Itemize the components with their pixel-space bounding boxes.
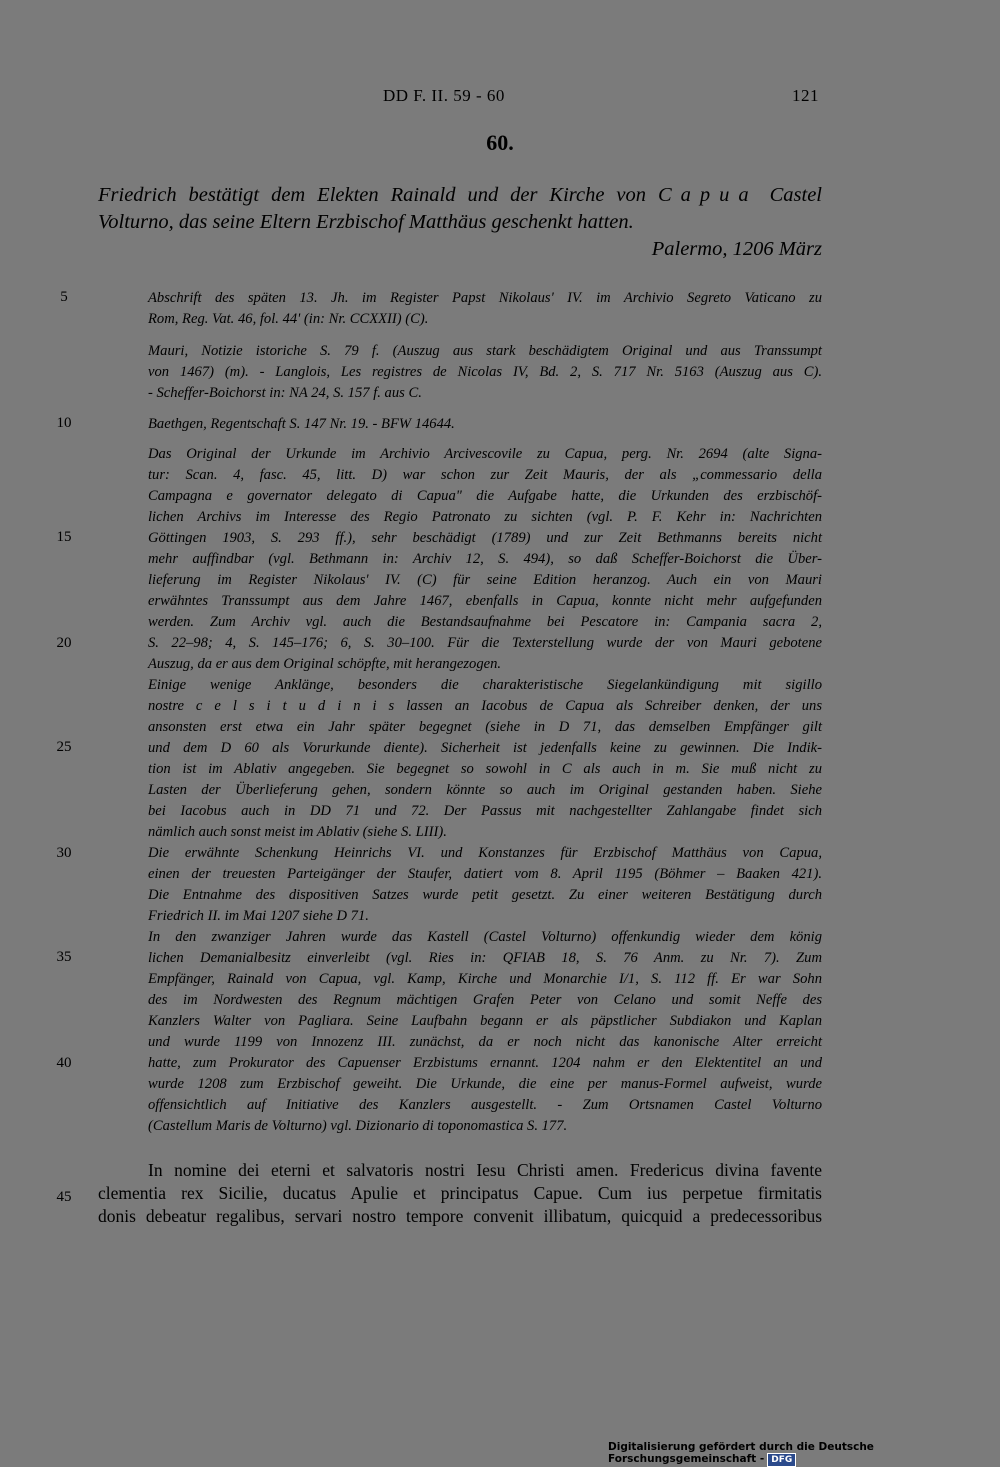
notes-regests	[148, 414, 822, 435]
note-line: Die erwähnte Schenkung Heinrichs VI. und Konstanzes für Erzbischof Matthäus von Capua,	[148, 845, 822, 861]
line-number: 20	[56, 635, 72, 651]
document-number: 60.	[486, 130, 514, 155]
text-line: In nomine dei eterni et salvatoris nostri Iesu Christi amen. Fredericus divina favente	[148, 1160, 822, 1180]
note-line: bei Iacobus auch in DD 71 und 72. Der Passus mit nachgestellter Zahlangabe findet sich	[148, 803, 822, 819]
place-date: Palermo, 1206 März	[651, 238, 822, 260]
text-line: donis debeatur regalibus, servari nostro tempore convenit illibatum, quicquid a predecessoribus	[98, 1206, 822, 1226]
note-line: mehr auffindbar (vgl. Bethmann in: Archiv 12, S. 494), so daß Scheffer-Boichorst die Über-	[148, 551, 822, 567]
note-line: ansonsten erst etwa ein Jahr später begegnet (siehe in D 71, das demselben Empfänger gilt	[148, 719, 822, 735]
note-line: Campagna e governator delegato di Capua" die Aufgabe hatte, die Urkunden des erzbischöf-	[148, 488, 822, 504]
dfg-logo: DFG	[767, 1453, 796, 1467]
note-line: hatte, zum Prokurator des Capuenser Erzbistums ernannt. 1204 nahm er den Elektentitel an und	[148, 1055, 822, 1071]
note-line: Mauri, Notizie istoriche S. 79 f. (Auszug aus stark beschädigtem Original und aus Transsumpt	[148, 343, 822, 359]
line-number: 30	[56, 845, 72, 861]
note-line: lichen Demanialbesitz einverleibt (vgl. Ries in: QFIAB 18, S. 76 Anm. zu Nr. 7). Zum	[148, 950, 822, 966]
note-line: und wurde 1199 von Innozenz III. zunächst, da er noch nicht das kanonische Alter erreicht	[148, 1034, 822, 1050]
text-line: clementia rex Sicilie, ducatus Apulie et principatus Capue. Cum ius perpetue firmitatis	[98, 1183, 822, 1203]
note-line: Göttingen 1903, S. 293 ff.), sehr beschädigt (1789) und zur Zeit Bethmanns bereits nicht	[148, 530, 822, 546]
note-line: Baethgen, Regentschaft S. 147 Nr. 19. - BFW 14644.	[148, 416, 455, 432]
note-line: S. 22–98; 4, S. 145–176; 6, S. 30–100. Für die Texterstellung wurde der von Mauri gebotene	[148, 635, 822, 651]
running-title: DD F. II. 59 - 60	[383, 86, 505, 105]
note-line: Lasten der Überlieferung gehen, sondern könnte so auch im Original gestanden haben. Siehe	[148, 782, 822, 798]
note-line: des im Nordwesten des Regnum mächtigen Grafen Peter von Celano und somit Neffe des	[148, 992, 822, 1008]
note-line: lieferung im Register Nikolaus' IV. (C) für seine Edition heranzog. Auch ein von Mauri	[148, 572, 822, 588]
line-number: 10	[56, 415, 72, 431]
note-line: Einige wenige Anklänge, besonders die charakteristische Siegelankündigung mit sigillo	[148, 677, 822, 693]
note-line: Das Original der Urkunde im Archivio Arcivescovile zu Capua, perg. Nr. 2694 (alte Signa-	[148, 446, 822, 462]
spaced-place-name: Capua	[657, 184, 758, 206]
regest-line-1: Friedrich bestätigt dem Elekten Rainald und der Kirche von Capua Castel	[98, 184, 822, 206]
line-number: 35	[56, 949, 72, 965]
regest	[98, 182, 822, 263]
notes-tradition	[148, 288, 822, 330]
note-line: Auszug, da er aus dem Original schöpfte, mit herangezogen.	[148, 656, 502, 672]
note-line: lichen Archivs im Interesse des Regio Patronato zu sichten (vgl. P. F. Kehr in: Nachrichten	[148, 509, 822, 525]
note-line: - Scheffer-Boichorst in: NA 24, S. 157 f. aus C.	[148, 385, 422, 401]
notes-commentary	[148, 444, 822, 1137]
note-line: Die Entnahme des dispositiven Satzes wurde petit gesetzt. Zu einer weiteren Bestätigung durch	[148, 887, 822, 903]
notes-editions	[148, 341, 822, 404]
line-number: 25	[56, 739, 72, 755]
line-number: 15	[56, 529, 72, 545]
note-line: erwähntes Transsumpt aus dem Jahre 1467, ebenfalls in Capua, konnte nicht mehr aufgefunden	[148, 593, 822, 609]
line-number: 40	[56, 1055, 72, 1071]
note-line: tur: Scan. 4, fasc. 45, litt. D) war schon zur Zeit Mauris, der als „commessario della	[148, 467, 822, 483]
note-line: und dem D 60 als Vorurkunde diente). Sicherheit ist jedenfalls keine zu gewinnen. Die Indik-	[148, 740, 822, 756]
note-line: Abschrift des späten 13. Jh. im Register Papst Nikolaus' IV. im Archivio Segreto Vaticano zu	[148, 290, 822, 306]
note-line: wurde 1208 zum Erzbischof geweiht. Die Urkunde, die eine per manus-Formel aufweist, wurde	[148, 1076, 822, 1092]
note-line: Friedrich II. im Mai 1207 siehe D 71.	[148, 908, 369, 924]
charter-text	[98, 1159, 822, 1228]
regest-line-2: Volturno, das seine Eltern Erzbischof Matthäus geschenkt hatten.	[98, 211, 634, 233]
note-line: tion ist im Ablativ angegeben. Sie begegnet so sowohl in C als auch in m. Sie muß nicht zu	[148, 761, 822, 777]
note-line: (Castellum Maris de Volturno) vgl. Dizionario di toponomastica S. 177.	[148, 1118, 568, 1134]
line-number: 5	[60, 289, 68, 305]
note-line: In den zwanziger Jahren wurde das Kastell (Castel Volturno) offenkundig wieder dem könig	[148, 929, 822, 945]
funding-text: Digitalisierung gefördert durch die Deutsche Forschungsgemeinschaft -	[608, 1441, 874, 1465]
note-line: Kanzlers Walter von Pagliara. Seine Laufbahn begann er als päpstlicher Subdiakon und Kaplan	[148, 1013, 822, 1029]
note-line: nostre c e l s i t u d i n i s lassen an Iacobus de Capua als Schreiber denken, der uns	[148, 698, 822, 714]
funding-notice	[608, 1441, 1000, 1467]
note-line: offensichtlich auf Initiative des Kanzlers ausgestellt. - Zum Ortsnamen Castel Volturno	[148, 1097, 822, 1113]
note-line: werden. Zum Archiv vgl. auch die Bestandsaufnahme bei Pescatore in: Campania sacra 2,	[148, 614, 822, 630]
note-line: Rom, Reg. Vat. 46, fol. 44' (in: Nr. CCXXII) (C).	[148, 311, 429, 327]
page-number: 121	[792, 86, 819, 105]
note-line: nämlich auch sonst meist im Ablativ (siehe S. LIII).	[148, 824, 447, 840]
note-line: Empfänger, Rainald von Capua, vgl. Kamp, Kirche und Monarchie I/1, S. 112 ff. Er war Sohn	[148, 971, 822, 987]
line-number: 45	[56, 1189, 72, 1205]
note-line: von 1467) (m). - Langlois, Les registres de Nicolas IV, Bd. 2, S. 717 Nr. 5163 (Auszug aus C).	[148, 364, 822, 380]
note-line: einen der treuesten Parteigänger der Staufer, datiert vom 8. April 1195 (Böhmer – Baaken 421).	[148, 866, 822, 882]
